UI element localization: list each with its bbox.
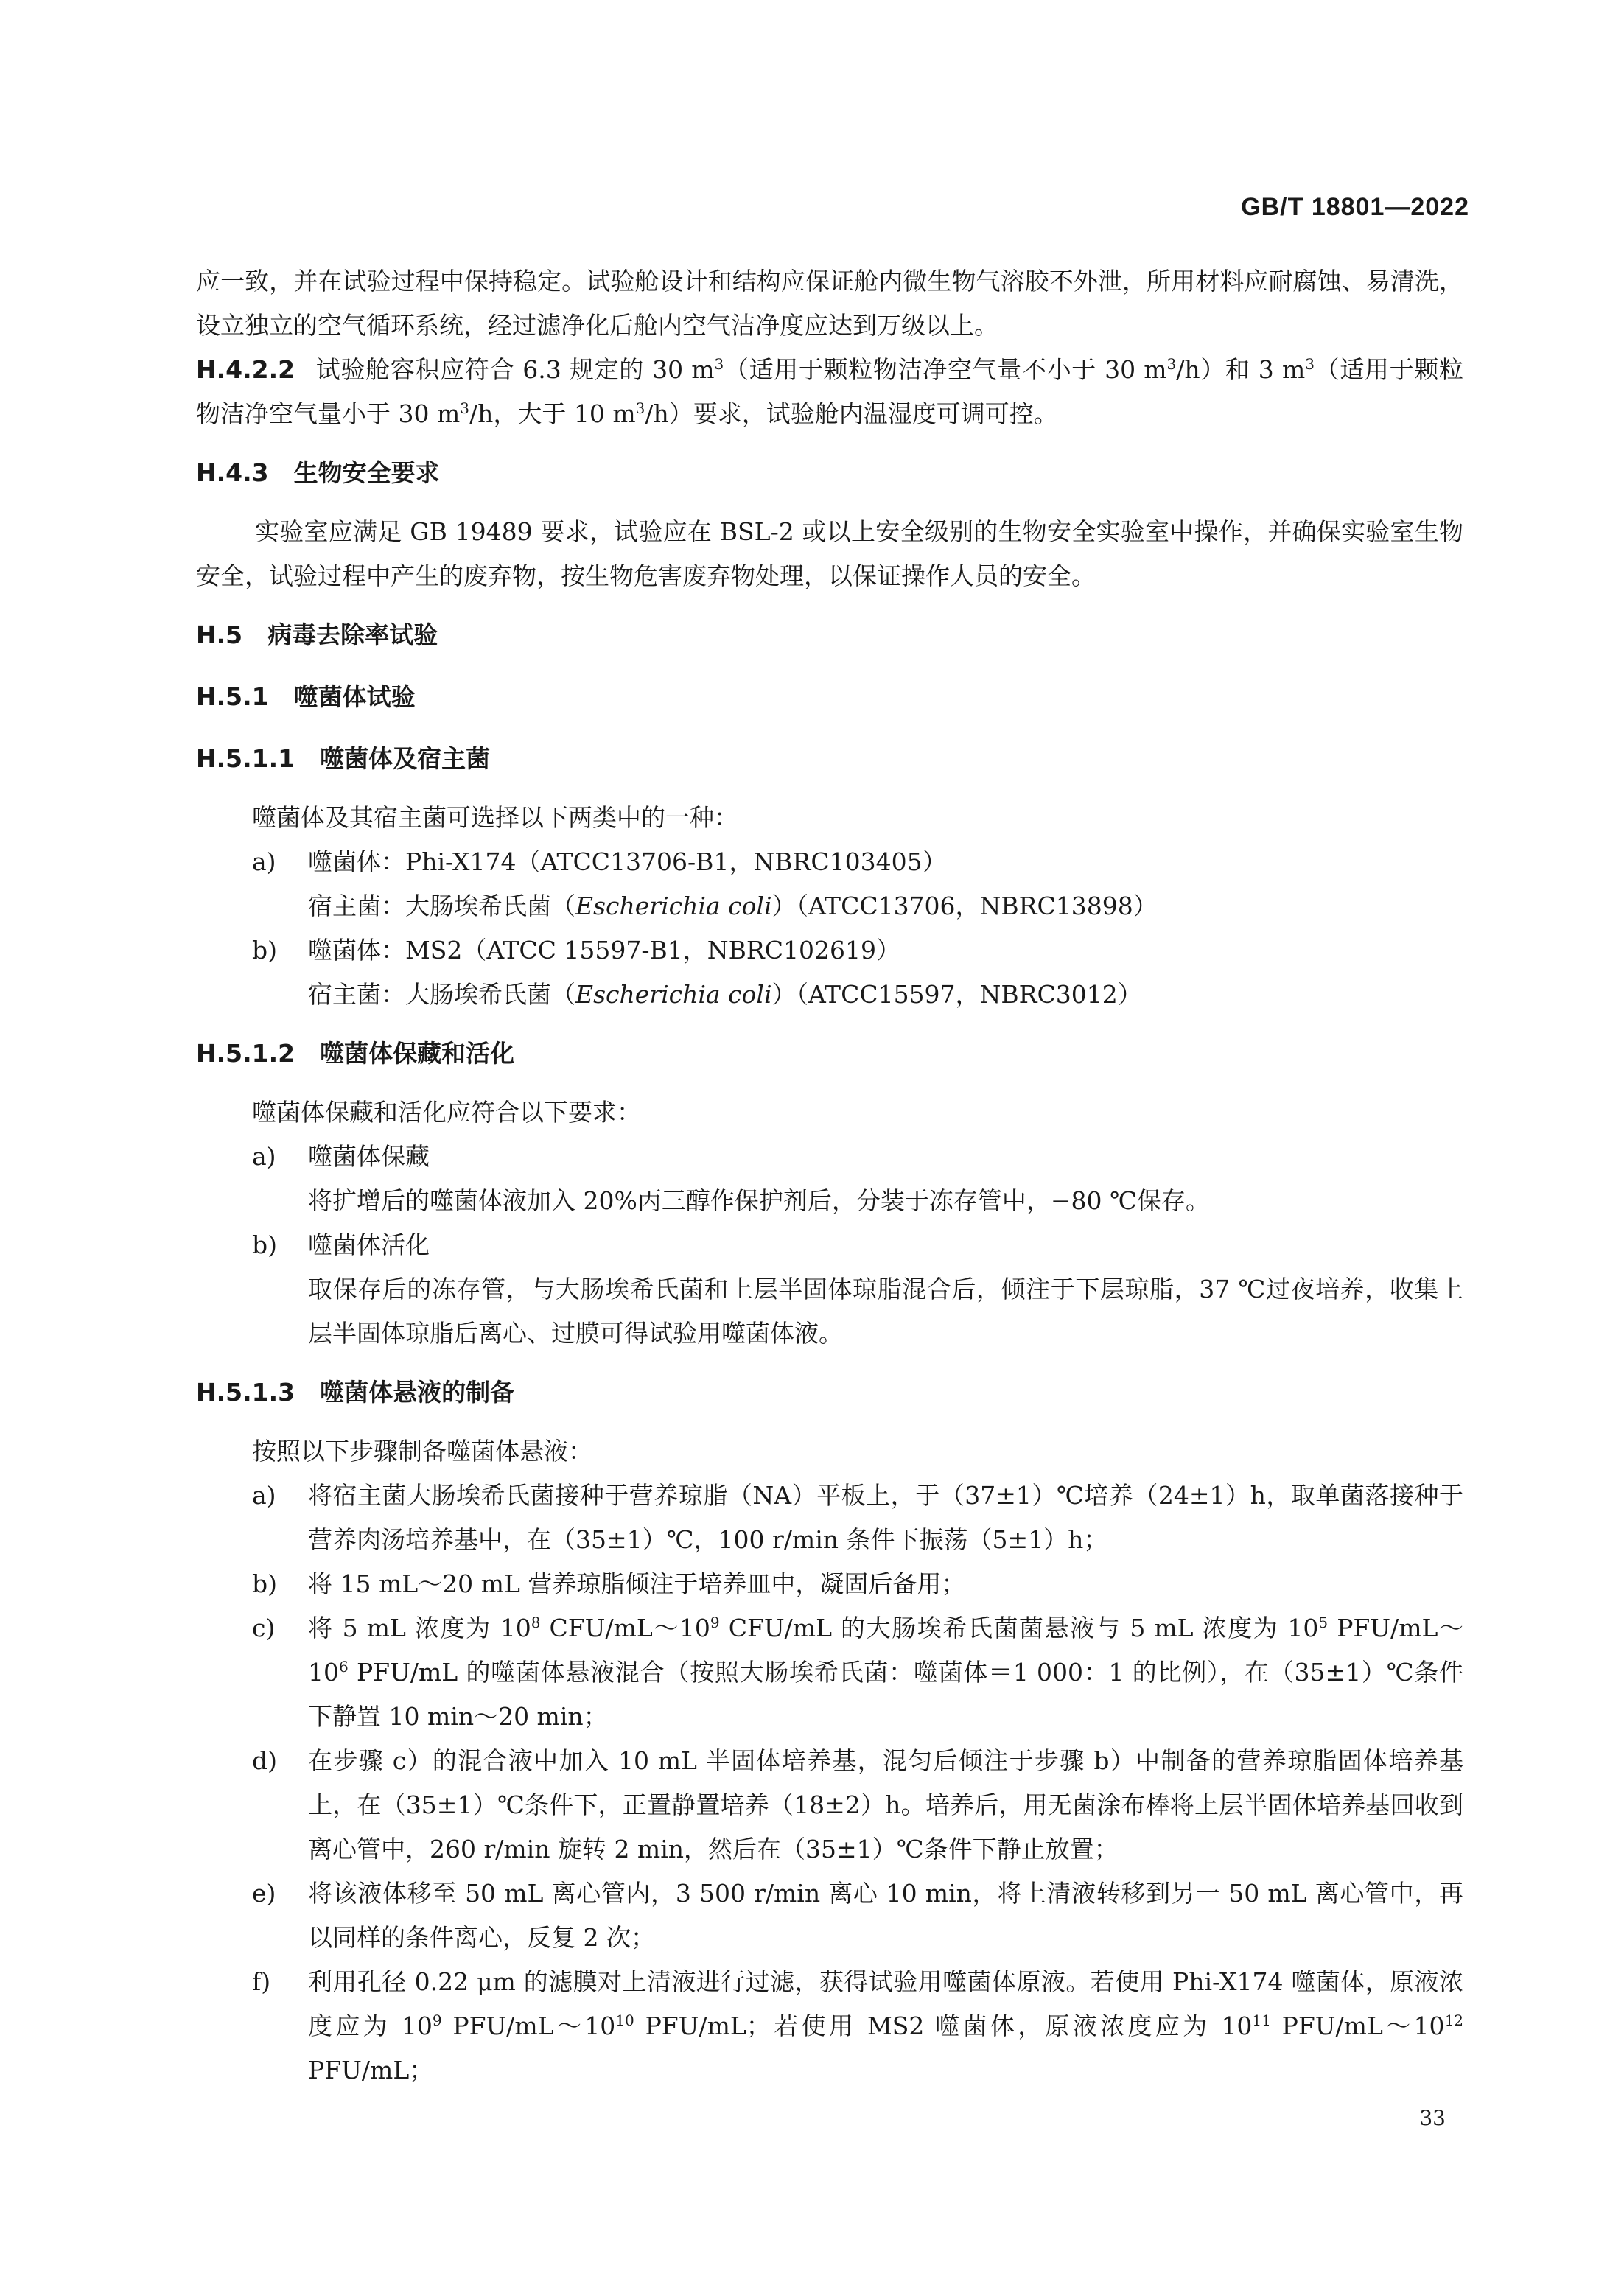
document-body bbox=[196, 259, 1463, 2093]
standard-code: GB/T 18801—2022 bbox=[1241, 193, 1469, 221]
list-item: e) 将该液体移至 50 mL 离心管内，3 500 r/min 离心 10 min，将上清液转移到另一 50 mL 离心管中，再以同样的条件离心，反复 2 次； bbox=[252, 1879, 1463, 1952]
section-heading-h5: H.5 病毒去除率试验 bbox=[196, 620, 438, 649]
phage-host-list bbox=[196, 840, 1463, 1017]
list-item: b) 噬菌体：MS2（ATCC 15597-B1，NBRC102619） 宿主菌：大肠埃希氏菌（Escherichia coli）（ATCC15597，NBRC3012） bbox=[252, 936, 1142, 1009]
list-item: b) 将 15 mL～20 mL 营养琼脂倾注于培养皿中，凝固后备用； bbox=[252, 1569, 966, 1598]
clause-h4-2-2: H.4.2.2 试验舱容积应符合 6.3 规定的 30 $m^3$（适用于颗粒物洁净空气量不小于 30 $m^3/h$）和 3 $m^3$（适用于颗粒物洁净空气量小于 30 $m^3/h$，大于 10 $m^3/h$）要求，试验舱内温湿度可调可控。 bbox=[196, 355, 1464, 428]
suspension-steps-list bbox=[196, 1474, 1463, 2093]
list-item: f) 利用孔径 0.22 μm 的滤膜对上清液进行过滤，获得试验用噬菌体原液。若使用 Phi-X174 噬菌体，原液浓度应为 $10^9$ PFU/$mL\sim 10^{10}$ PFU/mL；若使用 MS2 噬菌体，原液浓度应为 $10^{11}$ PFU/$mL\sim 10^{12}$ PFU/mL； bbox=[252, 1967, 1464, 2084]
list-item: a) 噬菌体保藏 将扩增后的噬菌体液加入 20%丙三醇作保护剂后，分装于冻存管中，−80 ℃保存。 bbox=[252, 1142, 1210, 1215]
list-item: c) 将 5 mL 浓度为 $10^8$ CFU/$mL\sim 10^9$ CFU/mL 的大肠埃希氏菌菌悬液与 5 mL 浓度为 $10^5$ PFU/$mL\sim 10^6$ PFU/mL 的噬菌体悬液混合（按照大肠埃希氏菌：噬菌体＝1 000：1 的比例），在（35±1）℃条件下静置 10 min～20 min； bbox=[252, 1614, 1464, 1731]
clause-number: H.4.2.2 bbox=[196, 355, 295, 384]
list-item: a) 将宿主菌大肠埃希氏菌接种于营养琼脂（NA）平板上，于（37±1）℃培养（24±1）h，取单菌落接种于营养肉汤培养基中，在（35±1）℃，100 r/min 条件下振荡（5±1）h； bbox=[252, 1481, 1463, 1554]
preservation-list bbox=[196, 1135, 1463, 1356]
section-heading-h5-1: H.5.1 噬菌体试验 bbox=[196, 682, 416, 711]
list-item: b) 噬菌体活化 取保存后的冻存管，与大肠埃希氏菌和上层半固体琼脂混合后，倾注于下层琼脂，37 ℃过夜培养，收集上层半固体琼脂后离心、过膜可得试验用噬菌体液。 bbox=[252, 1230, 1463, 1348]
page-number: 33 bbox=[1419, 2106, 1446, 2130]
list-lead: 噬菌体及其宿主菌可选择以下两类中的一种： bbox=[252, 803, 738, 832]
section-heading-h4-3: H.4.3 生物安全要求 bbox=[196, 458, 440, 487]
paragraph-biosafety: 实验室应满足 GB 19489 要求，试验应在 BSL-2 或以上安全级别的生物安全实验室中操作，并确保实验室生物安全，试验过程中产生的废弃物，按生物危害废弃物处理，以保证操作人员的安全。 bbox=[196, 517, 1463, 590]
list-item: d) 在步骤 c）的混合液中加入 10 mL 半固体培养基，混匀后倾注于步骤 b）中制备的营养琼脂固体培养基上，在（35±1）℃条件下，正置静置培养（18±2）h。培养后，用无菌涂布棒将上层半固体培养基回收到离心管中，260 r/min 旋转 2 min，然后在（35±1）℃条件下静止放置； bbox=[252, 1746, 1463, 1863]
list-lead: 按照以下步骤制备噬菌体悬液： bbox=[252, 1437, 592, 1466]
list-lead: 噬菌体保藏和活化应符合以下要求： bbox=[252, 1098, 641, 1127]
section-heading-h5-1-3: H.5.1.3 噬菌体悬液的制备 bbox=[196, 1378, 515, 1407]
section-heading-h5-1-2: H.5.1.2 噬菌体保藏和活化 bbox=[196, 1039, 515, 1068]
section-heading-h5-1-1: H.5.1.1 噬菌体及宿主菌 bbox=[196, 744, 491, 773]
continuation-paragraph: 应一致，并在试验过程中保持稳定。试验舱设计和结构应保证舱内微生物气溶胶不外泄，所用材料应耐腐蚀、易清洗，设立独立的空气循环系统，经过滤净化后舱内空气洁净度应达到万级以上。 bbox=[196, 267, 1463, 340]
list-item: a) 噬菌体：Phi-X174（ATCC13706-B1，NBRC103405） 宿主菌：大肠埃希氏菌（Escherichia coli）（ATCC13706，NBRC13898） bbox=[252, 847, 1158, 920]
